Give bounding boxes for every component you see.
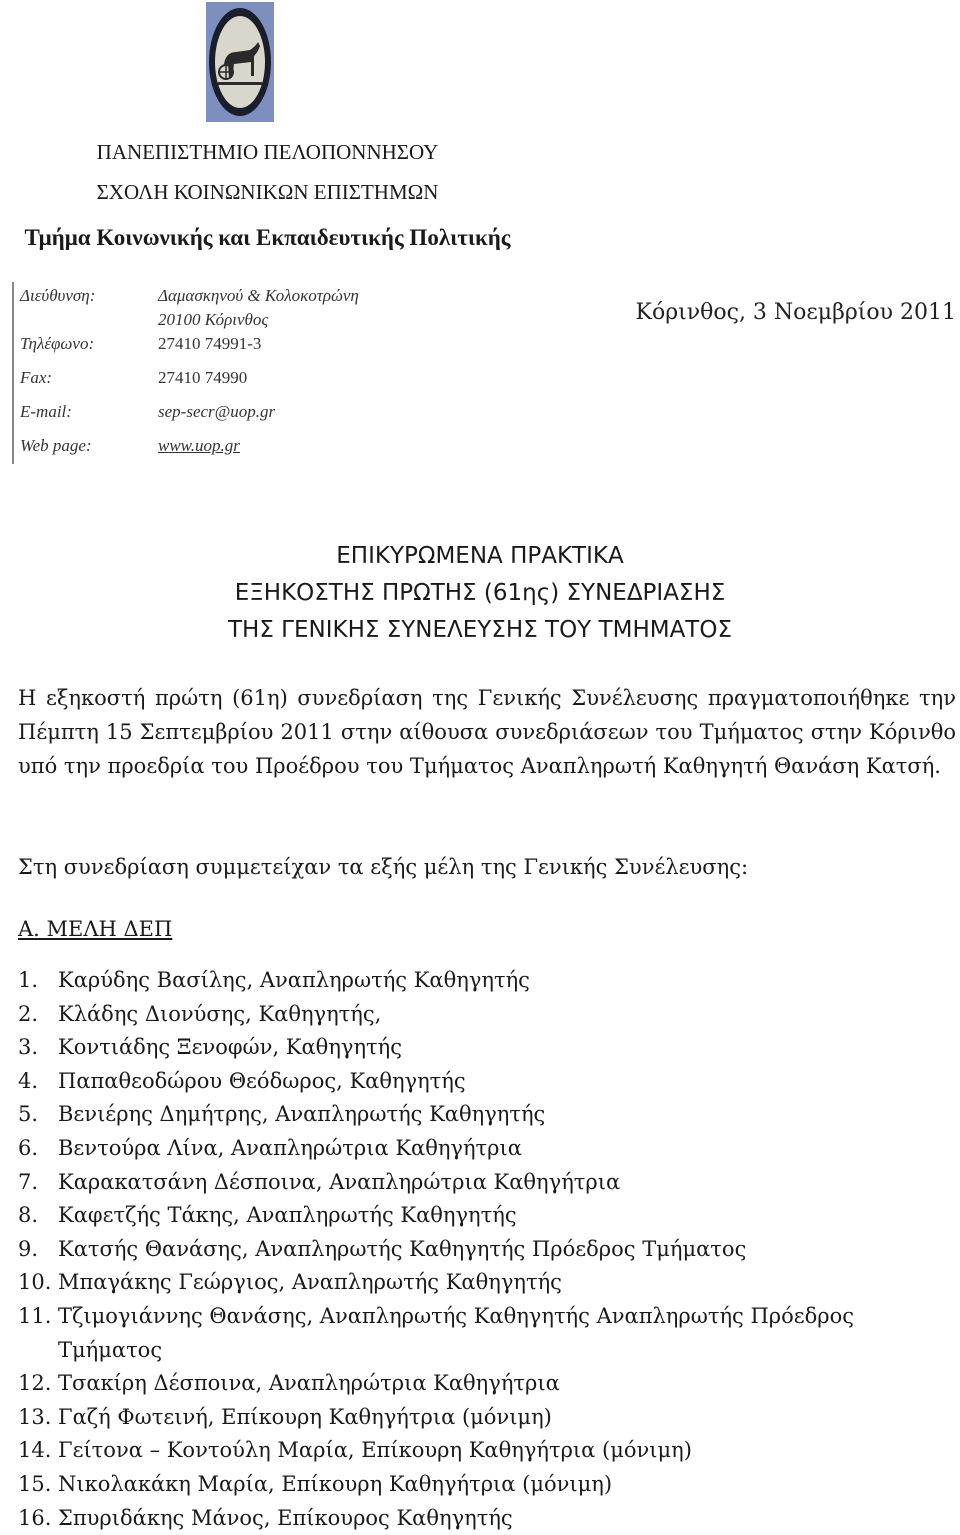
list-item-number: 14. bbox=[18, 1434, 51, 1468]
web-label: Web page: bbox=[20, 436, 92, 456]
list-item bbox=[18, 1132, 958, 1166]
list-item-number: 9. bbox=[18, 1233, 38, 1267]
list-item bbox=[18, 1199, 958, 1233]
list-item-text: Τζιμογιάννης Θανάσης, Αναπληρωτής Καθηγητής Αναπληρωτής Πρόεδρος Τμήματος bbox=[58, 1304, 854, 1362]
list-item bbox=[18, 1233, 958, 1267]
list-item-number: 11. bbox=[18, 1300, 51, 1334]
list-item bbox=[18, 1065, 958, 1099]
list-item-number: 10. bbox=[18, 1266, 51, 1300]
contact-block bbox=[12, 282, 20, 464]
list-item-text: Καρύδης Βασίλης, Αναπληρωτής Καθηγητής bbox=[58, 968, 530, 992]
email-value[interactable]: sep-secr@uop.gr bbox=[158, 402, 275, 422]
list-item-text: Κοντιάδης Ξενοφών, Καθηγητής bbox=[58, 1035, 402, 1059]
document-date: Κόρινθος, 3 Νοεμβρίου 2011 bbox=[636, 300, 956, 325]
list-item bbox=[18, 1434, 958, 1468]
fax-value: 27410 74990 bbox=[158, 368, 247, 388]
list-item bbox=[18, 1401, 958, 1435]
list-item-number: 13. bbox=[18, 1401, 51, 1435]
department-name: Τμήμα Κοινωνικής και Εκπαιδευτικής Πολιτικής bbox=[0, 222, 535, 253]
list-item-text: Τσακίρη Δέσποινα, Αναπληρώτρια Καθηγήτρια bbox=[58, 1371, 560, 1395]
list-item-number: 5. bbox=[18, 1098, 38, 1132]
list-item bbox=[18, 1502, 958, 1535]
list-item bbox=[18, 1367, 958, 1401]
members-list bbox=[18, 964, 958, 1535]
document-title bbox=[0, 538, 960, 649]
university-seal-logo bbox=[206, 2, 274, 122]
list-item-number: 12. bbox=[18, 1367, 51, 1401]
fax-label: Fax: bbox=[20, 368, 52, 388]
list-item-text: Καρακατσάνη Δέσποινα, Αναπληρώτρια Καθηγήτρια bbox=[58, 1170, 620, 1194]
list-item bbox=[18, 1166, 958, 1200]
list-item-text: Σπυριδάκης Μάνος, Επίκουρος Καθηγητής bbox=[58, 1506, 513, 1530]
intro-paragraph: Η εξηκοστή πρώτη (61η) συνεδρίαση της Γενικής Συνέλευσης πραγματοποιήθηκε την Πέμπτη 15 Σεπτεμβρίου 2011 στην αίθουσα συνεδριάσεων του Τμήματος στην Κόρινθο υπό την προεδρία του Προέδρου του Τμήματος Αναπληρωτή Καθηγητή Θανάση Κατσή. bbox=[18, 681, 956, 783]
list-item-number: 2. bbox=[18, 998, 38, 1032]
phone-label: Τηλέφωνο: bbox=[20, 334, 94, 354]
list-item-number: 4. bbox=[18, 1065, 38, 1099]
school-name: ΣΧΟΛΗ ΚΟΙΝΩΝΙΚΩΝ ΕΠΙΣΤΗΜΩΝ bbox=[0, 180, 535, 205]
list-item-number: 7. bbox=[18, 1166, 38, 1200]
participants-intro: Στη συνεδρίαση συμμετείχαν τα εξής μέλη της Γενικής Συνέλευσης: bbox=[18, 850, 956, 884]
title-line-2: ΕΞΗΚΟΣΤΗΣ ΠΡΩΤΗΣ (61ης) ΣΥΝΕΔΡΙΑΣΗΣ bbox=[0, 575, 960, 612]
list-item-text: Μπαγάκης Γεώργιος, Αναπληρωτής Καθηγητής bbox=[58, 1270, 562, 1294]
list-item-number: 3. bbox=[18, 1031, 38, 1065]
list-item-text: Γείτονα – Κοντούλη Μαρία, Επίκουρη Καθηγήτρια (μόνιμη) bbox=[58, 1438, 692, 1462]
web-link[interactable]: www.uop.gr bbox=[158, 436, 240, 456]
list-item bbox=[18, 1266, 958, 1300]
email-label: E-mail: bbox=[20, 402, 72, 422]
list-item-number: 8. bbox=[18, 1199, 38, 1233]
address-label: Διεύθυνση: bbox=[20, 286, 95, 306]
list-item-number: 16. bbox=[18, 1502, 51, 1535]
list-item-text: Κλάδης Διονύσης, Καθηγητής, bbox=[58, 1002, 381, 1026]
list-item-number: 1. bbox=[18, 964, 38, 998]
list-item-text: Βεντούρα Λίνα, Αναπληρώτρια Καθηγήτρια bbox=[58, 1136, 522, 1160]
list-item bbox=[18, 1031, 958, 1065]
address-line1: Δαμασκηνού & Κολοκοτρώνη bbox=[158, 286, 359, 306]
list-item bbox=[18, 964, 958, 998]
section-heading: Α. ΜΕΛΗ ΔΕΠ bbox=[18, 917, 172, 941]
address-line2: 20100 Κόρινθος bbox=[158, 310, 268, 330]
list-item bbox=[18, 998, 958, 1032]
list-item bbox=[18, 1468, 958, 1502]
list-item-text: Νικολακάκη Μαρία, Επίκουρη Καθηγήτρια (μόνιμη) bbox=[58, 1472, 612, 1496]
title-line-3: ΤΗΣ ΓΕΝΙΚΗΣ ΣΥΝΕΛΕΥΣΗΣ ΤΟΥ ΤΜΗΜΑΤΟΣ bbox=[0, 612, 960, 649]
list-item-text: Καφετζής Τάκης, Αναπληρωτής Καθηγητής bbox=[58, 1203, 517, 1227]
list-item-text: Παπαθεοδώρου Θεόδωρος, Καθηγητής bbox=[58, 1069, 466, 1093]
list-item-text: Κατσής Θανάσης, Αναπληρωτής Καθηγητής Πρόεδρος Τμήματος bbox=[58, 1237, 746, 1261]
list-item bbox=[18, 1300, 958, 1367]
list-item-text: Βενιέρης Δημήτρης, Αναπληρωτής Καθηγητής bbox=[58, 1102, 545, 1126]
title-line-1: ΕΠΙΚΥΡΩΜΕΝΑ ΠΡΑΚΤΙΚΑ bbox=[0, 538, 960, 575]
phone-value: 27410 74991-3 bbox=[158, 334, 261, 354]
list-item bbox=[18, 1098, 958, 1132]
list-item-number: 6. bbox=[18, 1132, 38, 1166]
university-name: ΠΑΝΕΠΙΣΤΗΜΙΟ ΠΕΛΟΠΟΝΝΗΣΟΥ bbox=[0, 140, 535, 165]
list-item-number: 15. bbox=[18, 1468, 51, 1502]
list-item-text: Γαζή Φωτεινή, Επίκουρη Καθηγήτρια (μόνιμη) bbox=[58, 1405, 552, 1429]
